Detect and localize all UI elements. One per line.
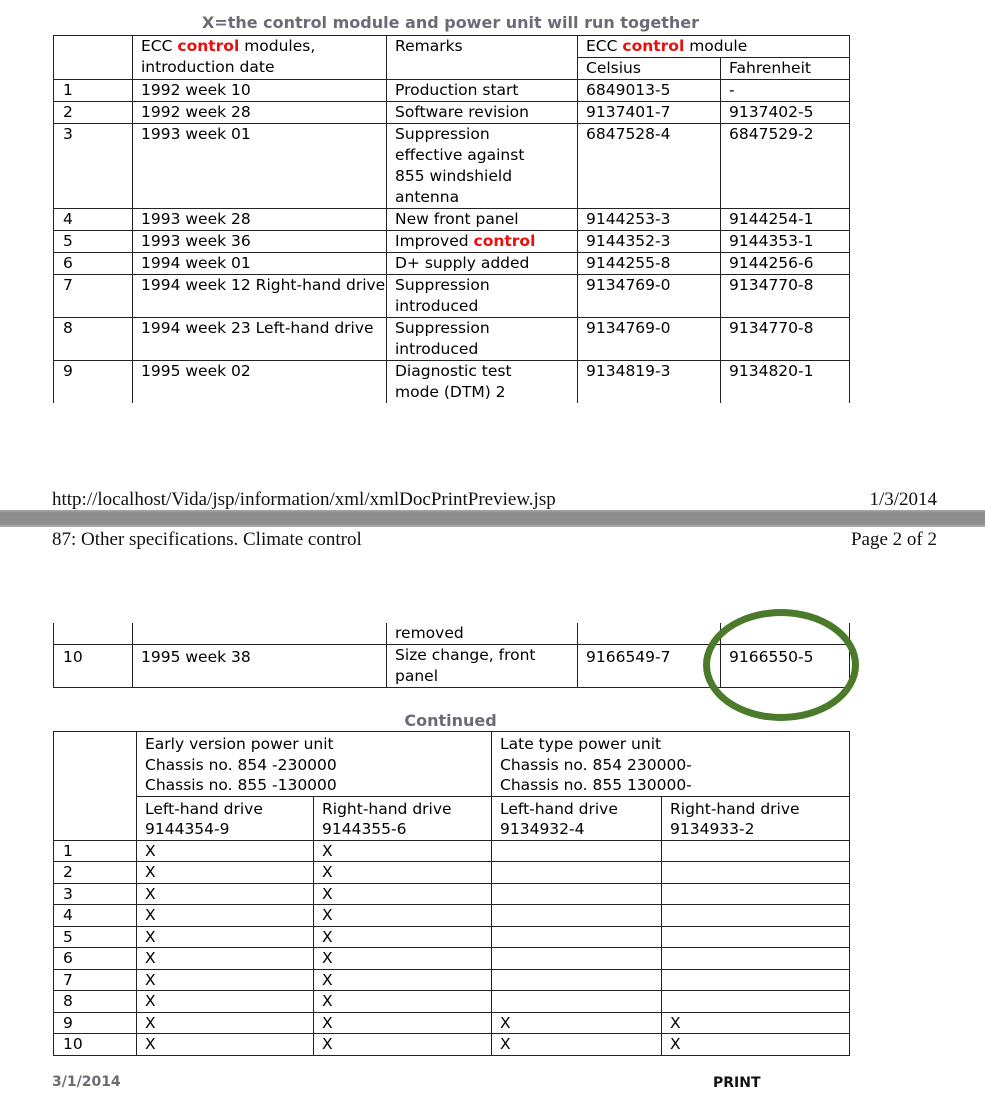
page-separator [0, 510, 985, 527]
row-num: 8 [54, 991, 137, 1013]
cell-early-lhd: X [137, 840, 314, 862]
row-num: 10 [54, 645, 133, 688]
cell-late-rhd [662, 840, 850, 862]
row-fahrenheit: 9134820-1 [721, 361, 850, 404]
cell-late-lhd: X [492, 1034, 662, 1056]
table-row [54, 231, 850, 253]
row-celsius: 9134819-3 [578, 361, 721, 404]
header-date-cell: ECC control modules, introduction date [133, 36, 387, 80]
cell-late-rhd [662, 862, 850, 884]
table-row [54, 102, 850, 124]
row-num [54, 623, 133, 645]
table-row [54, 991, 850, 1013]
cell-early-rhd: X [314, 1034, 492, 1056]
table-row [54, 645, 850, 688]
row-num: 7 [54, 969, 137, 991]
cell-early-rhd: X [314, 1012, 492, 1034]
row-fahrenheit: 9134770-8 [721, 275, 850, 318]
table-row [54, 209, 850, 231]
table-row [54, 253, 850, 275]
cell-late-rhd [662, 883, 850, 905]
table-row [54, 124, 850, 209]
cell-early-lhd: X [137, 862, 314, 884]
header-early-lhd: Left-hand drive 9144354-9 [137, 796, 314, 840]
cell-early-lhd: X [137, 926, 314, 948]
row-fahrenheit: 9144256-6 [721, 253, 850, 275]
cell-late-rhd [662, 905, 850, 927]
early-chassis-854: Chassis no. 854 -230000 [145, 755, 337, 774]
row-celsius [578, 623, 721, 645]
row-num: 5 [54, 231, 133, 253]
row-remarks: D+ supply added [387, 253, 578, 275]
cell-late-lhd [492, 905, 662, 927]
header-late-lhd: Left-hand drive 9134932-4 [492, 796, 662, 840]
table-row [54, 862, 850, 884]
header-early-rhd: Right-hand drive 9144355-6 [314, 796, 492, 840]
print-date: 1/3/2014 [869, 489, 937, 510]
row-remarks: Suppression effective against 855 windshield antenna [387, 124, 578, 209]
row-num: 10 [54, 1034, 137, 1056]
row-fahrenheit: 9144254-1 [721, 209, 850, 231]
row-fahrenheit: - [721, 80, 850, 102]
row-num: 6 [54, 948, 137, 970]
row-num: 7 [54, 275, 133, 318]
cell-late-rhd: X [662, 1034, 850, 1056]
cell-late-rhd [662, 926, 850, 948]
cell-late-lhd [492, 926, 662, 948]
page-number: Page 2 of 2 [850, 529, 937, 550]
header-remarks-cell: Remarks [387, 36, 578, 80]
table-row [54, 969, 850, 991]
row-num: 4 [54, 905, 137, 927]
cell-early-lhd: X [137, 948, 314, 970]
table-row [54, 948, 850, 970]
cell-early-rhd: X [314, 969, 492, 991]
table-row [54, 926, 850, 948]
cell-early-lhd: X [137, 991, 314, 1013]
cell-late-rhd [662, 969, 850, 991]
table-header-row [54, 732, 850, 797]
cell-early-rhd: X [314, 905, 492, 927]
late-chassis-854: Chassis no. 854 230000- [500, 755, 692, 774]
cell-late-lhd [492, 862, 662, 884]
cell-early-rhd: X [314, 862, 492, 884]
row-date: 1992 week 28 [133, 102, 387, 124]
cell-late-lhd [492, 883, 662, 905]
row-num: 9 [54, 1012, 137, 1034]
cell-early-lhd: X [137, 969, 314, 991]
row-date: 1993 week 01 [133, 124, 387, 209]
row-remarks: Suppression introduced [387, 275, 578, 318]
table-row [54, 905, 850, 927]
table-row [54, 1012, 850, 1034]
row-fahrenheit: 9144353-1 [721, 231, 850, 253]
row-date: 1993 week 36 [133, 231, 387, 253]
header-num-cell [54, 732, 137, 841]
row-date: 1995 week 02 [133, 361, 387, 404]
table-row [54, 80, 850, 102]
table-row [54, 318, 850, 361]
row-remarks: New front panel [387, 209, 578, 231]
row-celsius: 9144352-3 [578, 231, 721, 253]
cell-late-lhd [492, 969, 662, 991]
row-fahrenheit [721, 623, 850, 645]
row-fahrenheit: 9137402-5 [721, 102, 850, 124]
table-row [54, 275, 850, 318]
row-date: 1995 week 38 [133, 645, 387, 688]
header-num-cell [54, 36, 133, 80]
ecc-module-table-continued [53, 623, 850, 688]
continued-caption: Continued [404, 711, 497, 730]
early-chassis-855: Chassis no. 855 -130000 [145, 776, 337, 794]
ecc-module-table [53, 35, 850, 403]
row-remarks: Software revision [387, 102, 578, 124]
row-celsius: 9137401-7 [578, 102, 721, 124]
cell-late-lhd: X [492, 1012, 662, 1034]
cell-early-rhd: X [314, 840, 492, 862]
late-unit-title: Late type power unit [500, 735, 662, 753]
cell-early-lhd: X [137, 1034, 314, 1056]
cell-early-lhd: X [137, 905, 314, 927]
header-late-rhd: Right-hand drive 9134933-2 [662, 796, 850, 840]
table-row [54, 623, 850, 645]
row-fahrenheit-highlighted: 9166550-5 [721, 645, 850, 688]
table-row [54, 361, 850, 404]
row-num: 6 [54, 253, 133, 275]
row-date: 1993 week 28 [133, 209, 387, 231]
footer-date: 3/1/2014 [52, 1074, 121, 1090]
row-remarks: Production start [387, 80, 578, 102]
cell-late-rhd [662, 991, 850, 1013]
cell-early-lhd: X [137, 1012, 314, 1034]
table-header-row [54, 36, 850, 58]
row-date [133, 623, 387, 645]
row-remarks: Suppression introduced [387, 318, 578, 361]
cell-late-lhd [492, 948, 662, 970]
row-num: 1 [54, 80, 133, 102]
late-chassis-855: Chassis no. 855 130000- [500, 776, 692, 794]
row-celsius: 9144253-3 [578, 209, 721, 231]
row-celsius: 6847528-4 [578, 124, 721, 209]
header-fahrenheit-cell: Fahrenheit [721, 58, 850, 80]
row-remarks: Diagnostic test mode (DTM) 2 [387, 361, 578, 404]
cell-early-rhd: X [314, 926, 492, 948]
cell-late-lhd [492, 991, 662, 1013]
table-row [54, 840, 850, 862]
row-fahrenheit: 9134770-8 [721, 318, 850, 361]
row-remarks: removed [387, 623, 578, 645]
cell-early-rhd: X [314, 991, 492, 1013]
cell-late-lhd [492, 840, 662, 862]
row-celsius: 9134769-0 [578, 318, 721, 361]
row-num: 2 [54, 862, 137, 884]
cell-late-rhd [662, 948, 850, 970]
power-unit-compatibility-table [53, 731, 850, 1056]
row-num: 3 [54, 124, 133, 209]
table-row [54, 1034, 850, 1056]
cell-late-rhd: X [662, 1012, 850, 1034]
row-num: 8 [54, 318, 133, 361]
header-late-unit [492, 732, 850, 797]
row-fahrenheit: 6847529-2 [721, 124, 850, 209]
row-num: 4 [54, 209, 133, 231]
row-num: 2 [54, 102, 133, 124]
early-unit-title: Early version power unit [145, 735, 334, 753]
row-remarks: Size change, front panel [387, 645, 578, 688]
row-num: 3 [54, 883, 137, 905]
row-celsius: 6849013-5 [578, 80, 721, 102]
table-row [54, 883, 850, 905]
row-date: 1994 week 12 Right-hand drive [133, 275, 387, 318]
row-celsius: 9144255-8 [578, 253, 721, 275]
row-date: 1994 week 23 Left-hand drive [133, 318, 387, 361]
header-early-unit [137, 732, 492, 797]
cell-early-rhd: X [314, 948, 492, 970]
row-celsius: 9166549-7 [578, 645, 721, 688]
document-title: 87: Other specifications. Climate control [52, 529, 362, 550]
row-date: 1994 week 01 [133, 253, 387, 275]
cell-early-lhd: X [137, 883, 314, 905]
row-num: 9 [54, 361, 133, 404]
cell-early-rhd: X [314, 883, 492, 905]
table-caption: X=the control module and power unit will run together [201, 13, 700, 32]
table-subheader-row [54, 796, 850, 840]
row-num: 5 [54, 926, 137, 948]
print-url: http://localhost/Vida/jsp/information/xml/xmlDocPrintPreview.jsp [52, 489, 556, 510]
row-num: 1 [54, 840, 137, 862]
print-link[interactable]: PRINT [713, 1075, 761, 1091]
header-module-cell: ECC control module [578, 36, 850, 58]
row-remarks: Improved control [387, 231, 578, 253]
header-celsius-cell: Celsius [578, 58, 721, 80]
row-celsius: 9134769-0 [578, 275, 721, 318]
row-date: 1992 week 10 [133, 80, 387, 102]
